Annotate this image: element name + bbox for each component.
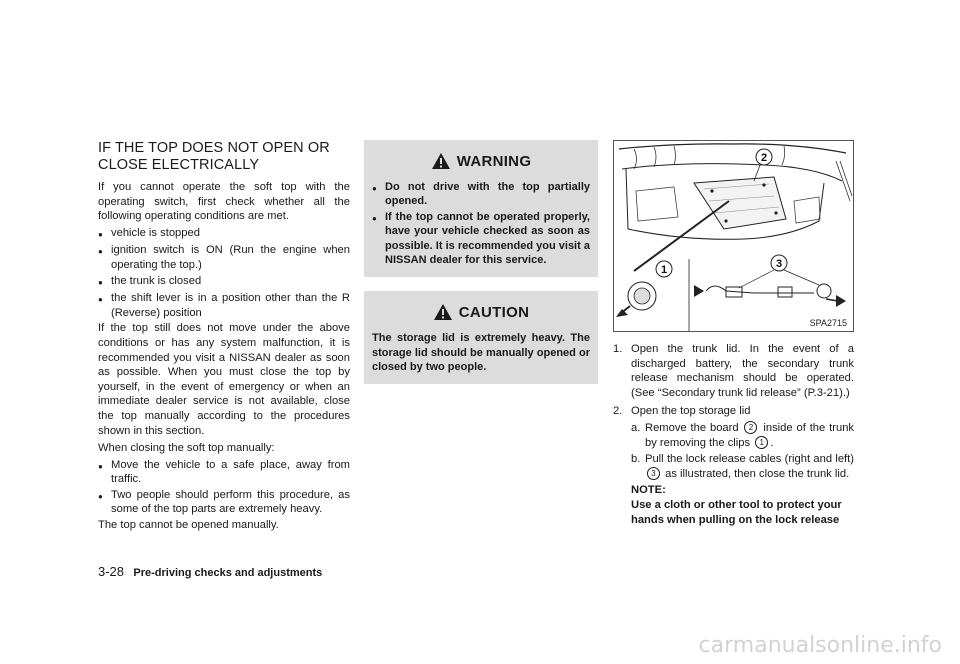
caution-box	[364, 291, 598, 383]
steps-list	[98, 458, 350, 517]
list-item: ● Do not drive with the top partially opened.	[372, 181, 590, 208]
callout-3-ref: 3	[647, 467, 660, 480]
warning-title: WARNING	[372, 152, 590, 170]
note: NOTE: Use a cloth or other tool to protect your hands when pulling on the lock release	[631, 484, 842, 527]
callout-2: 2	[760, 152, 768, 164]
list-item: ● vehicle is stopped	[98, 226, 200, 239]
section-title: Pre-driving checks and adjustments	[133, 567, 323, 579]
list-item: ● ignition switch is ON (Run the engine when operating the top.)	[98, 244, 350, 271]
trunk-diagram	[614, 141, 853, 331]
column-left	[98, 140, 350, 533]
caution-text: The storage lid is extremely heavy. The storage lid should be manually opened or closed by two people.	[372, 332, 590, 374]
step-1: 1. Open the trunk lid. In the event of a discharged battery, the secondary trunk release mechanism should be operated. (See “Secondary trunk lid release” (P.3-21).)	[613, 343, 854, 399]
caution-title: CAUTION	[372, 303, 590, 321]
paragraph: The top cannot be opened manually.	[98, 519, 279, 532]
watermark: carmanualsonline.info	[698, 633, 942, 658]
list-item: ● the shift lever is in a position other than the R (Reverse) position	[98, 292, 350, 319]
paragraph: If the top still does not move under the above conditions or has any system malfunction, it is recommended you visit a NISSAN dealer as soon as possible. When you must close the top by yourself, in the event of emergency or when an immediate dealer service is not available, close the top manually according to the procedures shown in this section.	[98, 322, 350, 437]
warning-icon	[431, 152, 451, 170]
step-2b: b. Pull the lock release cables (right and left) 3 as illustrated, then close the trunk lid.	[631, 453, 854, 480]
conditions-list	[98, 226, 350, 321]
caution-icon	[433, 303, 453, 321]
step-2: 2. Open the top storage lid	[613, 405, 751, 418]
callout-2-ref: 2	[744, 421, 757, 434]
section-heading: IF THE TOP DOES NOT OPEN OR CLOSE ELECTRICALLY	[98, 140, 330, 173]
callout-3: 3	[775, 258, 783, 270]
warning-box	[364, 140, 598, 277]
page-footer	[98, 564, 322, 579]
page-number: 3-28	[98, 564, 125, 579]
list-item: ● the trunk is closed	[98, 274, 202, 287]
intro-paragraph: If you cannot operate the soft top with the operating switch, first check whether all the following operating conditions are met.	[98, 181, 350, 223]
callout-1: 1	[660, 264, 668, 276]
column-middle	[364, 140, 598, 384]
list-item: ● Two people should perform this procedure, as some of the top parts are extremely heavy.	[98, 488, 350, 516]
step-2a: a. Remove the board 2 inside of the trunk by removing the clips 1 .	[631, 421, 855, 449]
list-item: ● Move the vehicle to a safe place, away from traffic.	[98, 458, 350, 486]
paragraph: When closing the soft top manually:	[98, 442, 275, 455]
trunk-illustration	[613, 140, 854, 332]
callout-1-ref: 1	[755, 436, 768, 449]
figure-code: SPA2715	[809, 318, 847, 328]
column-right	[613, 140, 854, 528]
list-item: ● If the top cannot be operated properly, have your vehicle checked as soon as possible. It is recommended you visit a NISSAN dealer for this service.	[372, 210, 590, 267]
